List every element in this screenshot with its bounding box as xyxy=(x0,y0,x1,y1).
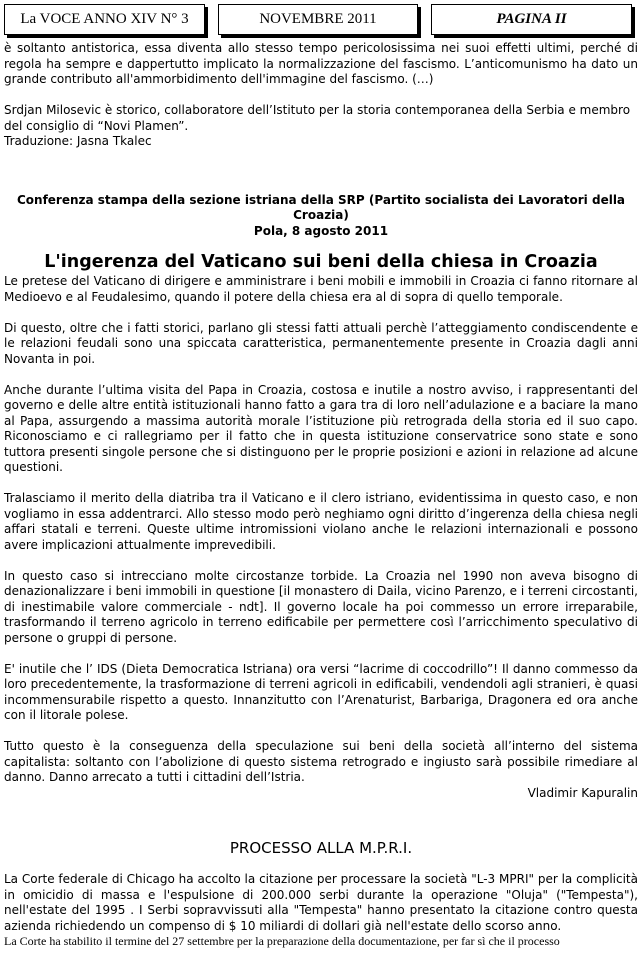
page-content xyxy=(4,41,638,949)
place-date: Pola, 8 agosto 2011 xyxy=(253,223,389,238)
process-paragraph: La Corte federale di Chicago ha accolto la citazione per processare la società "L-3 MPRI" per la complicità in omicidio di massa e l'espulsione di 200.000 serbi durante la operazione "Oluja" ("Tempesta"), nell'estate del 1995 . I Serbi sopravvissuti alla "Tempesta" hanno presentato la citazione contro questa azienda richiedendo un compenso di $ 10 miliardi di dollari già nell'estate dello scorso anno. xyxy=(4,872,638,933)
process-paragraph-cont: La Corte ha stabilito il termine del 27 settembre per la preparazione della documentazione, per far sì che il processo xyxy=(4,934,560,948)
article-paragraph: In questo caso si intrecciano molte circostanze torbide. La Croazia nel 1990 non aveva bisogno di denazionalizzare i beni immobili in questione [il monastero di Daila, vicino Parenzo, e i terreni circostanti, di inestimabile valore commerciale - ndt]. Il governo locale ha poi commesso un errore irreparabile, trasformando il terreno agricolo in terreno edificabile per permettere così l’arricchimento speculativo di persone o gruppi di persone. xyxy=(4,568,638,645)
date-box: NOVEMBRE 2011 xyxy=(218,4,418,35)
author-note: Srdjan Milosevic è storico, collaboratore dell’Istituto per la storia contemporanea della Serbia e membro del consiglio di “Novi Plamen”. xyxy=(4,103,631,133)
page-header xyxy=(0,4,643,37)
issue-box: La VOCE ANNO XIV N° 3 xyxy=(4,4,205,35)
intro-paragraph: è soltanto antistorica, essa diventa allo stesso tempo pericolosissima nei suoi effetti ultimi, perché di regola ha sempre e dappertutto implicato la normalizzazione del fascismo. L’anticomunismo ha dato un grande contributo all'ammorbidimento dell'immagine del fascismo. (…) xyxy=(4,41,638,86)
article-paragraph: Tutto questo è la conseguenza della speculazione sui beni della società all’interno del sistema capitalista: soltanto con l’abolizione di questo sistema retrogrado e ingiusto sarà possibile rimediare al danno. Danno arrecato a tutti i cittadini dell’Istria. xyxy=(4,739,638,784)
article-paragraph: Tralasciamo il merito della diatriba tra il Vaticano e il clero istriano, evidentissima in questo caso, e non vogliamo in essa addentrarci. Allo stesso modo però neghiamo ogni diritto d’ingerenza della chiesa negli affari statali e terreni. Queste ultime intromissioni violano anche le relazioni internazionali e possono avere implicazioni attualmente imprevedibili. xyxy=(4,491,638,552)
article-paragraph: Anche durante l’ultima visita del Papa in Croazia, costosa e inutile a nostro avviso, i rappresentanti del governo e delle altre entità istituzionali hanno fatto a gara tra di loro nell’adulazione e a baciare la mano al Papa, assurgendo a massima autorità morale l’istituzione più retrograda della storia ed il suo capo. Riconosciamo e ci rallegriamo per il fatto che in questa istituzione conservatrice sono state e sono tuttora presenti singole persone che si distinguono per le proprie posizioni e azioni in relazione ad alcune questioni. xyxy=(4,382,638,474)
article-paragraph: E' inutile che l’ IDS (Dieta Democratica Istriana) ora versi “lacrime di coccodrillo”! Il danno commesso da loro precedentemente, la trasformazione di terreni agricoli in edificabili, vendendoli agli stranieri, è quasi incommensurabile rispetto a questo. Innanzitutto con l’Arenaturist, Barbariga, Dragonera ed ora anche con il litorale polese. xyxy=(4,661,638,722)
translation-credit: Traduzione: Jasna Tkalec xyxy=(4,134,152,148)
page-number-box: PAGINA II xyxy=(431,4,632,35)
article-paragraph: Di questo, oltre che i fatti storici, parlano gli stessi fatti attuali perchè l’atteggiamento condiscendente e le relazioni feudali sono una spiccata caratteristica, permanentemente presente in Croazia dagli anni Novanta in poi. xyxy=(4,320,638,366)
conference-heading: Conferenza stampa della sezione istriana della SRP (Partito socialista dei Lavoratori della Croazia) xyxy=(16,192,626,222)
article-title: L'ingerenza del Vaticano sui beni della chiesa in Croazia xyxy=(44,252,598,272)
article-paragraph: Le pretese del Vaticano di dirigere e amministrare i beni mobili e immobili in Croazia ci fanno ritornare al Medioevo e al Feudalesimo, quando il potere della chiesa era al di sopra di quello temporale. xyxy=(4,274,638,304)
signature: Vladimir Kapuralin xyxy=(527,785,638,800)
section-title: PROCESSO ALLA M.P.R.I. xyxy=(229,839,413,857)
